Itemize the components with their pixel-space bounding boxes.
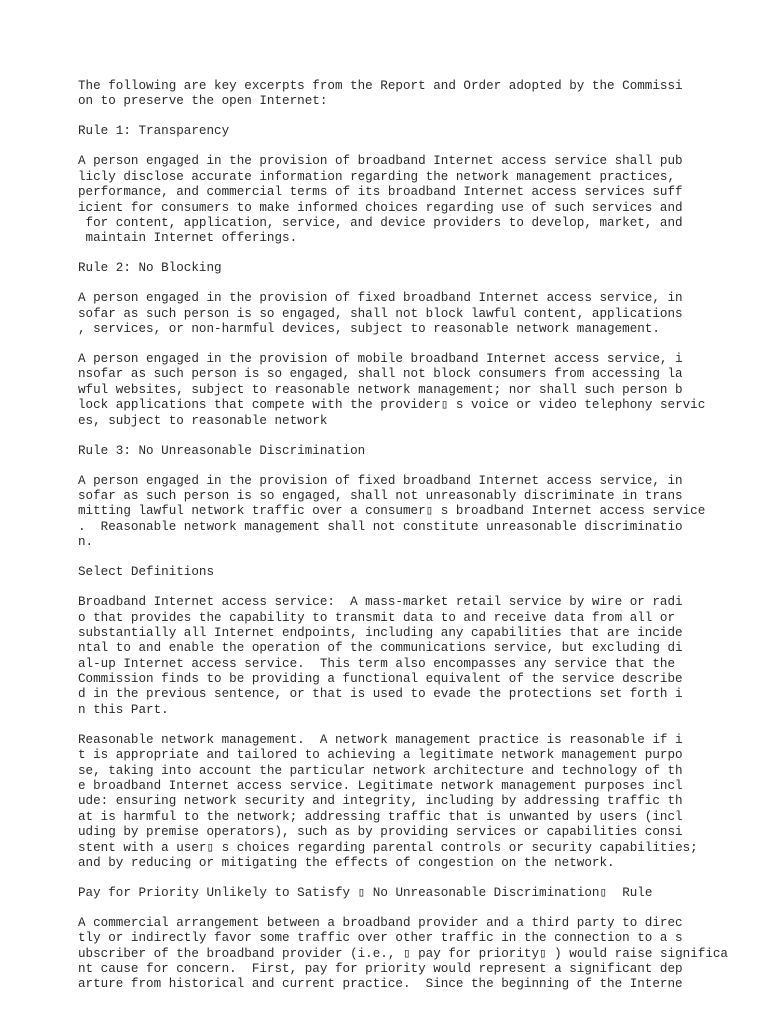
text-line: e broadband Internet access service. Legitimate network management purposes incl <box>78 779 683 793</box>
text-line: t is appropriate and tailored to achieving a legitimate network management purpo <box>78 748 683 763</box>
text-line: A person engaged in the provision of fixed broadband Internet access service, in <box>78 473 683 488</box>
text-line: Commission finds to be providing a functional equivalent of the service describe <box>78 672 683 687</box>
paragraph <box>78 916 758 993</box>
text-line: o that provides the capability to transmit data to and receive data from all or <box>78 610 676 625</box>
paragraph <box>78 474 758 551</box>
text-line: Reasonable network management. A network management practice is reasonable if i <box>78 732 683 747</box>
text-line: arture from historical and current practice. Since the beginning of the Interne <box>78 977 683 992</box>
paragraph <box>78 733 758 872</box>
text-line: es, subject to reasonable network <box>78 413 328 428</box>
text-line: Pay for Priority Unlikely to Satisfy ▯ No Unreasonable Discrimination▯ Rule <box>78 885 653 900</box>
paragraph <box>78 595 758 718</box>
text-line: al-up Internet access service. This term also encompasses any service that the <box>78 656 676 671</box>
paragraph <box>78 352 758 429</box>
paragraph <box>78 291 758 337</box>
text-line: lock applications that compete with the provider▯ s voice or video telephony servic <box>78 398 706 413</box>
text-line: performance, and commercial terms of its broadband Internet access services suff <box>78 185 683 200</box>
paragraph <box>78 79 758 110</box>
text-line: sofar as such person is so engaged, shall not unreasonably discriminate in trans <box>78 488 683 503</box>
text-line: stent with a user▯ s choices regarding parental controls or security capabilities; <box>78 840 698 855</box>
text-line: wful websites, subject to reasonable network management; nor shall such person b <box>78 382 683 397</box>
text-line: Rule 2: No Blocking <box>78 261 222 276</box>
text-line: Rule 3: No Unreasonable Discrimination <box>78 443 366 458</box>
paragraph <box>78 154 758 246</box>
text-line: for content, application, service, and device providers to develop, market, and <box>78 215 683 230</box>
text-line: . Reasonable network management shall not constitute unreasonable discriminatio <box>78 519 683 534</box>
text-line: n this Part. <box>78 702 169 717</box>
text-line: Select Definitions <box>78 565 215 580</box>
text-line: se, taking into account the particular network architecture and technology of th <box>78 763 683 778</box>
text-line: tly or indirectly favor some traffic over other traffic in the connection to a s <box>78 931 683 946</box>
paragraph <box>78 565 758 580</box>
text-line: and by reducing or mitigating the effects of congestion on the network. <box>78 855 615 870</box>
text-line: A commercial arrangement between a broadband provider and a third party to direc <box>78 915 683 930</box>
text-line: d in the previous sentence, or that is used to evade the protections set forth i <box>78 687 683 702</box>
text-line: A person engaged in the provision of mobile broadband Internet access service, i <box>78 352 683 367</box>
text-line: mitting lawful network traffic over a consumer▯ s broadband Internet access service <box>78 504 706 519</box>
text-line: substantially all Internet endpoints, including any capabilities that are incide <box>78 625 683 640</box>
paragraph <box>78 124 758 139</box>
paragraph <box>78 261 758 276</box>
text-line: on to preserve the open Internet: <box>78 94 328 109</box>
text-line: at is harmful to the network; addressing traffic that is unwanted by users (incl <box>78 809 683 824</box>
text-line: nsofar as such person is so engaged, shall not block consumers from accessing la <box>78 367 683 382</box>
text-line: uding by premise operators), such as by providing services or capabilities consi <box>78 825 683 840</box>
text-line: The following are key excerpts from the Report and Order adopted by the Commissi <box>78 79 683 93</box>
text-line: licly disclose accurate information regarding the network management practices, <box>78 169 676 184</box>
text-line: sofar as such person is so engaged, shall not block lawful content, applications <box>78 306 683 321</box>
text-line: Broadband Internet access service: A mass-market retail service by wire or radi <box>78 595 683 610</box>
text-line: ntal to and enable the operation of the communications service, but excluding di <box>78 641 683 656</box>
paragraph <box>78 886 758 901</box>
text-line: ubscriber of the broadband provider (i.e., ▯ pay for priority▯ ) would raise significa <box>78 946 728 961</box>
text-line: nt cause for concern. First, pay for priority would represent a significant dep <box>78 962 683 977</box>
text-line: icient for consumers to make informed choices regarding use of such services and <box>78 200 683 215</box>
document-page <box>78 79 758 1007</box>
text-line: ude: ensuring network security and integrity, including by addressing traffic th <box>78 794 683 809</box>
text-line: A person engaged in the provision of broadband Internet access service shall pub <box>78 154 683 169</box>
text-line: n. <box>78 535 94 550</box>
paragraph <box>78 444 758 459</box>
text-line: , services, or non-harmful devices, subject to reasonable network management. <box>78 322 660 337</box>
text-line: maintain Internet offerings. <box>78 231 298 246</box>
text-line: A person engaged in the provision of fixed broadband Internet access service, in <box>78 291 683 306</box>
text-line: Rule 1: Transparency <box>78 124 230 139</box>
